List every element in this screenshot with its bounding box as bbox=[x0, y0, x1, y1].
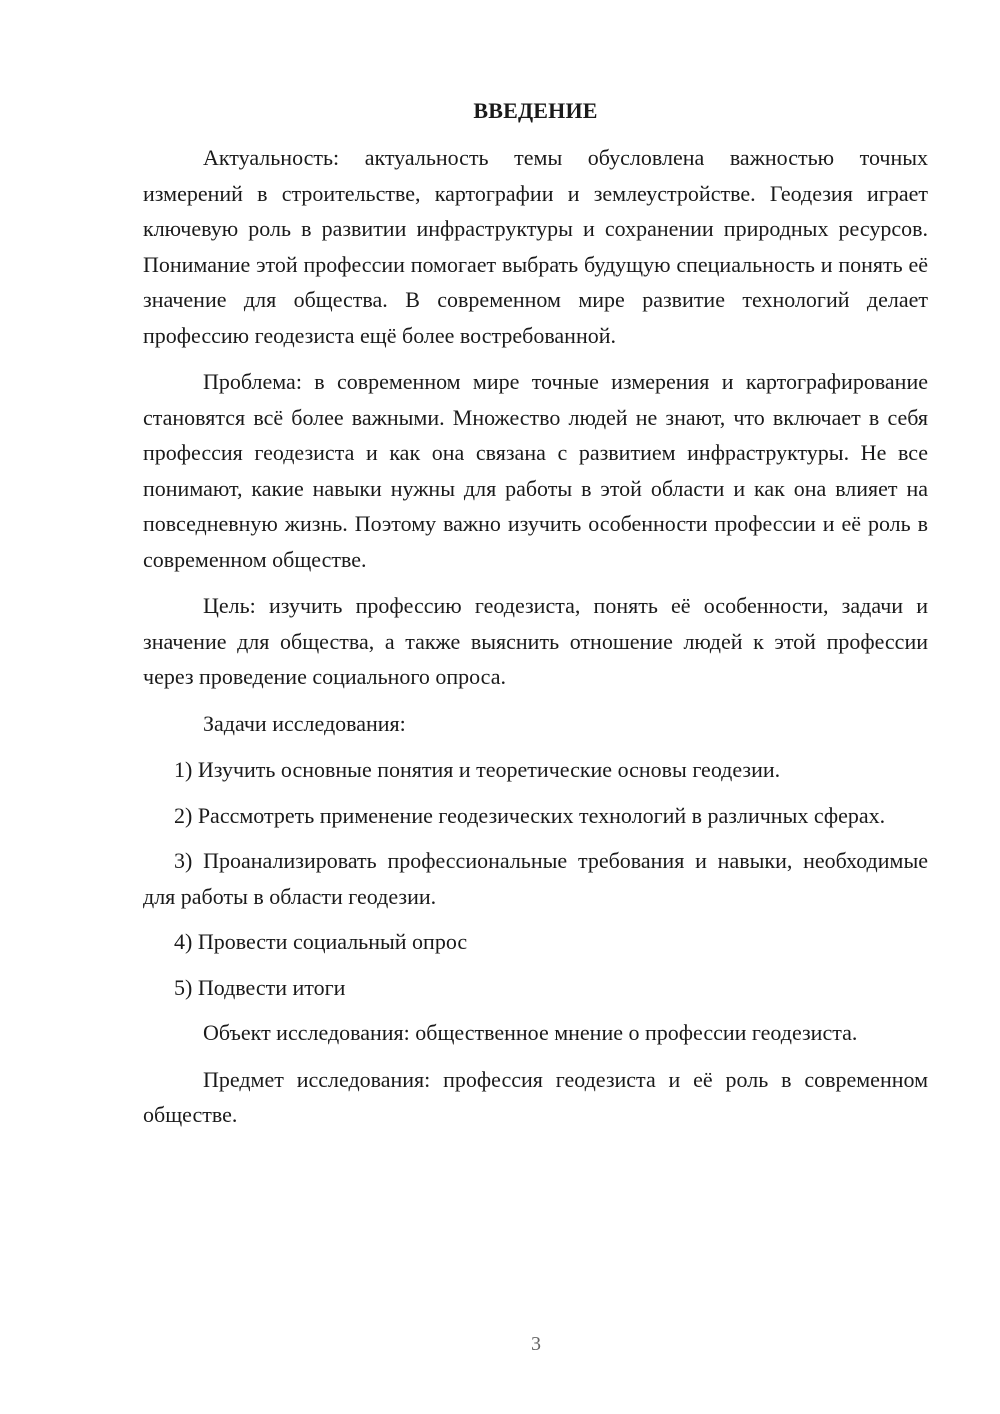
page-number: 3 bbox=[531, 1333, 541, 1355]
page-title: ВВЕДЕНИЕ bbox=[473, 98, 598, 123]
task-item-5: 5) Подвести итоги bbox=[174, 974, 346, 1000]
document-page bbox=[143, 96, 928, 1144]
research-subject-paragraph: Предмет исследования: профессия геодезиста и её роль в современном обществе. bbox=[143, 1066, 928, 1127]
goal-paragraph: Цель: изучить профессию геодезиста, понять её особенности, задачи и значение для общества, а также выяснить отношение людей к этой профессии через проведение социального опроса. bbox=[143, 593, 928, 689]
task-item-3: 3) Проанализировать профессиональные требования и навыки, необходимые для работы в области геодезии. bbox=[143, 848, 928, 909]
relevance-paragraph: Актуальность: актуальность темы обусловлена важностью точных измерений в строительстве, картографии и землеустройстве. Геодезия играет ключевую роль в развитии инфраструктуры и сохранении природных ресурсов. Понимание этой профессии помогает выбрать будущую специальность и понять её значение для общества. В современном мире развитие технологий делает профессию геодезиста ещё более востребованной. bbox=[143, 145, 928, 348]
research-object-paragraph: Объект исследования: общественное мнение о профессии геодезиста. bbox=[203, 1020, 858, 1045]
task-item-4: 4) Провести социальный опрос bbox=[174, 929, 468, 954]
tasks-heading: Задачи исследования: bbox=[203, 710, 406, 736]
task-item-1: 1) Изучить основные понятия и теоретические основы геодезии. bbox=[174, 757, 781, 782]
problem-paragraph: Проблема: в современном мире точные измерения и картографирование становятся всё более важными. Множество людей не знают, что включает в себя профессия геодезиста и как она связана с развитием инфраструктуры. Не все понимают, какие навыки нужны для работы в этой области и как она влияет на повседневную жизнь. Поэтому важно изучить особенности профессии и её роль в современном обществе. bbox=[143, 369, 928, 572]
task-item-2: 2) Рассмотреть применение геодезических технологий в различных сферах. bbox=[174, 802, 886, 828]
